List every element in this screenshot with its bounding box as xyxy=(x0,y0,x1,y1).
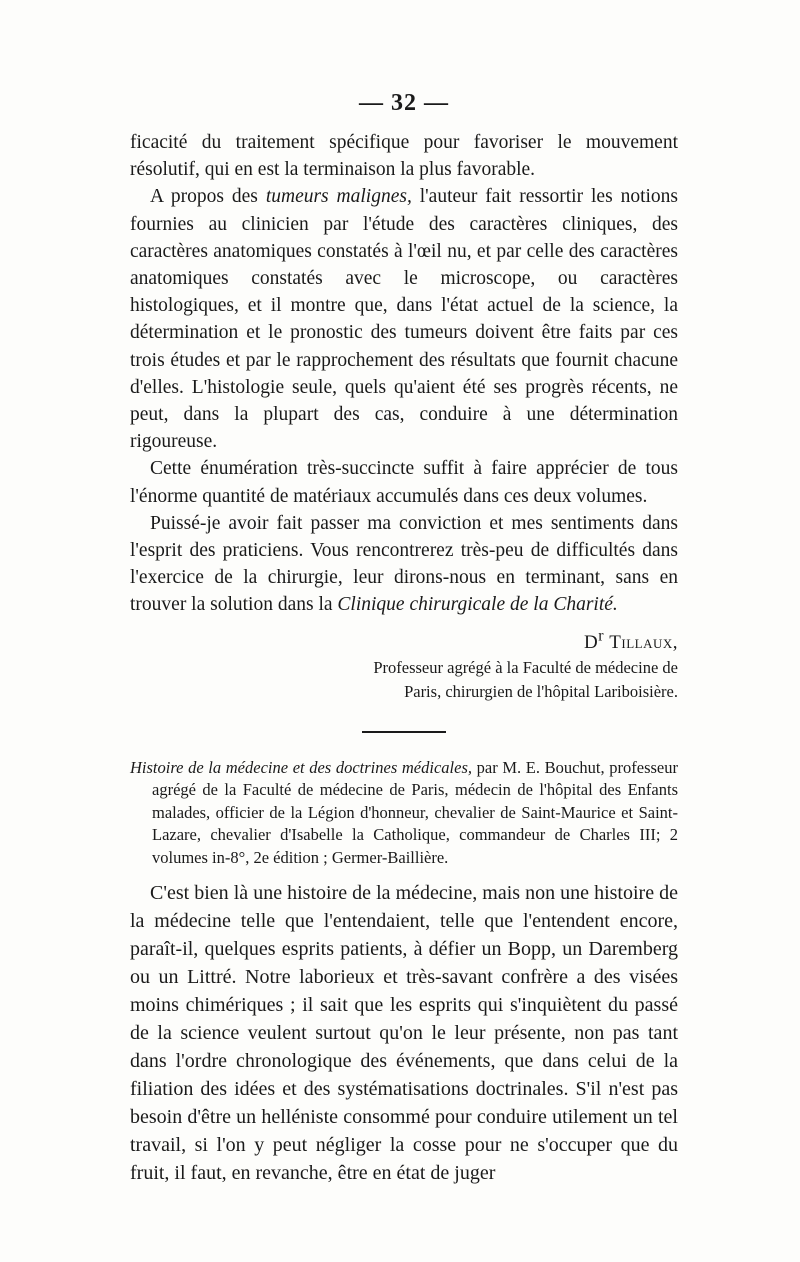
signature-name xyxy=(584,627,678,653)
signature xyxy=(130,625,678,655)
signature-sup: r xyxy=(598,627,605,645)
paragraph-conclusion-text: Puissé-je avoir fait passer ma conviction et mes sentiments dans l'esprit des praticiens. Vous rencontrerez très-peu de difficultés dans l'exercice de la chirurgie, leur dirons-nous en terminant, sans en trouver la solution dans la xyxy=(130,512,678,616)
section-divider xyxy=(362,731,446,733)
paragraph-conclusion xyxy=(130,510,678,619)
signature-prefix: D xyxy=(584,631,599,653)
bibliographic-details: par M. E. Bouchut, professeur agrégé de la Faculté de médecine de Paris, médecin de l'hôpital des Enfants malades, officier de la Légion d'honneur, chevalier de Saint-Maurice et Saint-Lazare, chevalier d'Isabelle la Catholique, commandeur de Charles III; 2 volumes in-8°, 2e édition ; Germer-Baillière. xyxy=(152,757,678,867)
review-paragraph: C'est bien là une histoire de la médecine, mais non une histoire de la médecine telle que l'entendaient, telle que l'entendent encore, paraît-il, quelques esprits patients, à défier un Bopp, un Daremberg ou un Littré. Notre laborieux et très-savant confrère a des visées moins chimériques ; il sait que les esprits qui s'inquiètent du passé de la science veulent surtout qu'on le leur présente, non pas tant dans l'ordre chronologique des événements, que dans celui de la filiation des idées et des systématisations doctrinales. S'il n'est pas besoin d'être un helléniste consommé pour conduire utilement un tel travail, si l'on y peut négliger la cosse pour ne s'occuper que du fruit, il faut, en revanche, être en état de juger xyxy=(130,882,678,1185)
signature-affiliation-line1: Professeur agrégé à la Faculté de médecine de xyxy=(373,657,678,677)
paragraph-tumors-start: A propos des xyxy=(150,186,266,208)
signature-surname: Tillaux, xyxy=(609,631,678,653)
paragraph-tumors-emphasis: tumeurs malignes, xyxy=(265,186,412,208)
paragraph-conclusion-book-title: Clinique chirurgicale de la Charité. xyxy=(337,594,618,616)
bibliographic-title: Histoire de la médecine et des doctrines médicales, xyxy=(130,757,472,777)
bibliographic-entry xyxy=(130,757,678,870)
paragraph-tumors-rest: l'auteur fait ressortir les notions fournies au clinicien par l'étude des caractères cliniques, des caractères anatomiques constatés à l'œil nu, et par celle des caractères anatomiques constatés avec le microscope, ou caractères histologiques, et il montre que, dans l'état actuel de la science, la détermination et le pronostic des tumeurs doivent être faits par ces trois études et par le rapprochement des résultats que fournit chacune d'elles. L'histologie seule, quels qu'aient été ses progrès récents, ne peut, dans la plupart des cas, conduire à une détermination rigoureuse. xyxy=(130,186,678,453)
signature-affiliation-line2: Paris, chirurgien de l'hôpital Lariboisière. xyxy=(404,681,678,701)
page-number: — 32 — xyxy=(359,90,449,116)
paragraph-continuation: ficacité du traitement spécifique pour favoriser le mouvement résolutif, qui en est la terminaison la plus favorable. xyxy=(130,132,678,181)
paragraph-tumors xyxy=(130,183,678,455)
paragraph-enumeration: Cette énumération très-succincte suffit à faire apprécier de tous l'énorme quantité de matériaux accumulés dans ces deux volumes. xyxy=(130,458,678,507)
page-content xyxy=(130,90,678,1187)
